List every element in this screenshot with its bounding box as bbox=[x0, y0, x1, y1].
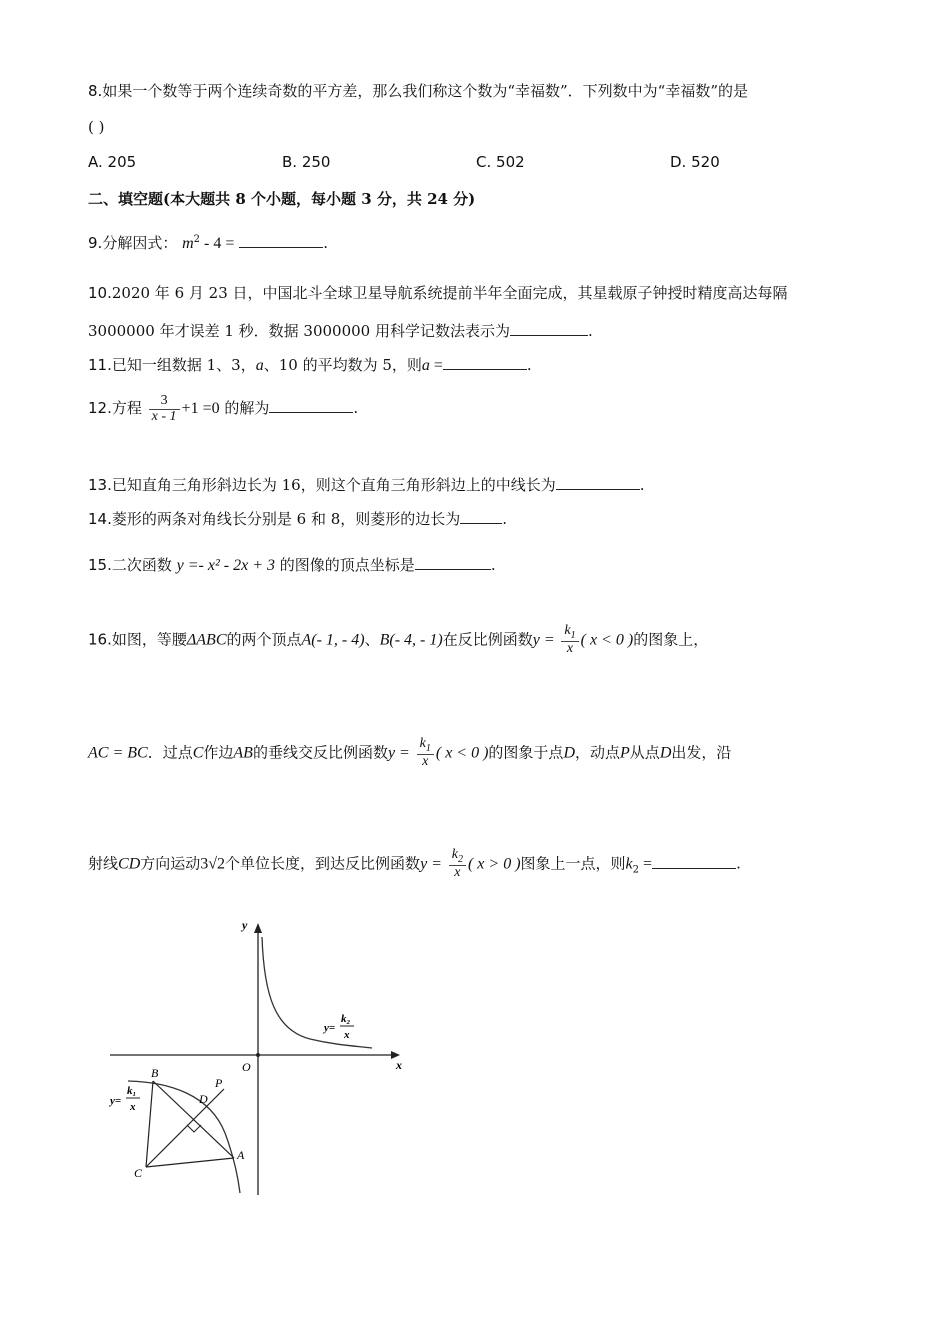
k1-label-den: x bbox=[130, 1101, 136, 1113]
q12: 12.方程 $\frac{3}{x - 1}$ +1 =0 的解为 . bbox=[88, 393, 359, 424]
q12-fraction: $\frac{3}{x - 1}$ bbox=[149, 394, 180, 424]
q8-option-b[interactable]: B. 250 bbox=[282, 153, 331, 171]
q10-line1: 10.2020 年 6 月 23 日，中国北斗全球卫星导航系统提前半年全面完成，其星载原子钟授时精度高达每隔 bbox=[88, 284, 788, 302]
origin-label: O bbox=[242, 1060, 251, 1074]
q13: 13.已知直角三角形斜边长为 16，则这个直角三角形斜边上的中线长为 . bbox=[88, 476, 645, 494]
q8-stem: 如果一个数等于两个连续奇数的平方差，那么我们称这个数为“幸福数”．下列数中为“幸福数”的是 bbox=[102, 82, 748, 100]
segment-BC bbox=[146, 1081, 153, 1167]
q11-answer-blank[interactable] bbox=[443, 355, 527, 370]
q8-number: 8. bbox=[88, 82, 103, 100]
k1-curve bbox=[128, 1081, 240, 1193]
q15-answer-blank[interactable] bbox=[415, 555, 491, 570]
q14-answer-blank[interactable] bbox=[460, 509, 502, 524]
point-P-label: P bbox=[215, 1076, 223, 1090]
q11: 11.已知一组数据 1、3，a、10 的平均数为 5，则a = . bbox=[88, 356, 532, 374]
q8-stem-line bbox=[88, 80, 748, 101]
ray-CP bbox=[146, 1089, 224, 1167]
q8-option-a[interactable]: A. 205 bbox=[88, 153, 137, 171]
q16-figure bbox=[100, 905, 420, 1205]
q13-answer-blank[interactable] bbox=[556, 475, 640, 490]
q16-answer-blank[interactable] bbox=[652, 854, 736, 869]
q15-expression: y =- x² - 2x + 3 bbox=[176, 557, 276, 574]
k2-label-den: x bbox=[344, 1029, 350, 1041]
k2-curve bbox=[262, 937, 372, 1048]
segment-CA bbox=[146, 1158, 234, 1167]
k2-label-y: y= bbox=[324, 1022, 336, 1034]
q10-line2: 3000000 年才误差 1 秒．数据 3000000 用科学记数法表示为 . bbox=[88, 322, 593, 340]
k2-label-num: k₂ bbox=[341, 1013, 351, 1025]
q8-option-d[interactable]: D. 520 bbox=[670, 153, 720, 171]
y-axis-arrow bbox=[254, 923, 262, 933]
right-angle-marker bbox=[187, 1125, 201, 1132]
k1-label-y: y= bbox=[110, 1095, 122, 1107]
q14: 14.菱形的两条对角线长分别是 6 和 8，则菱形的边长为 . bbox=[88, 510, 508, 528]
q16-line1: 16.如图，等腰ΔABC的两个顶点A(- 1, - 4)、B(- 4, - 1)在反比例函数y = $\frac{k_1}{x}$ ( x < 0 )的图象上， bbox=[88, 623, 709, 657]
q8-option-c[interactable]: C. 502 bbox=[476, 153, 525, 171]
q16-line3: 射线CD方向运动3√2个单位长度，到达反比例函数y = $\frac{k_2}{x}$ ( x > 0 )图象上一点，则$k_2$ = . bbox=[88, 847, 741, 881]
point-B-label: B bbox=[151, 1066, 159, 1080]
q9-answer-blank[interactable] bbox=[239, 233, 323, 248]
q12-answer-blank[interactable] bbox=[269, 398, 353, 413]
origin-dot bbox=[256, 1053, 260, 1057]
k1-label-num: k₁ bbox=[127, 1085, 137, 1097]
q10-answer-blank[interactable] bbox=[510, 321, 588, 336]
y-axis-label: y bbox=[242, 918, 248, 932]
x-axis-label: x bbox=[396, 1058, 402, 1072]
q15: 15.二次函数 y =- x² - 2x + 3 的图像的顶点坐标是 . bbox=[88, 556, 496, 574]
point-A-label: A bbox=[237, 1148, 245, 1162]
q9: 9.分解因式： $m^2 - 4$ = . bbox=[88, 234, 328, 252]
q16-line2: AC = BC．过点C作边AB的垂线交反比例函数y = $\frac{k_1}{x}$ ( x < 0 )的图象于点D，动点P从点D出发，沿 bbox=[88, 736, 732, 770]
section-2-title: 二、填空题(本大题共 8 个小题，每小题 3 分，共 24 分) bbox=[88, 190, 476, 208]
q8-paren: ( ) bbox=[88, 118, 105, 136]
point-C-label: C bbox=[134, 1166, 143, 1180]
point-D-label: D bbox=[199, 1092, 208, 1106]
